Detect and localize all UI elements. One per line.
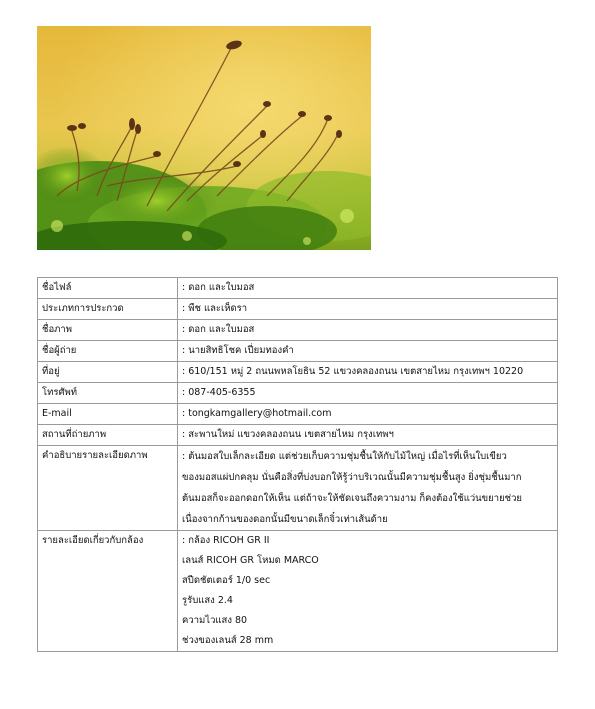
camera-line: สปีดชัตเตอร์ 1/0 sec [182, 575, 271, 586]
info-row-category [38, 299, 558, 320]
camera-value [178, 531, 558, 652]
camera-line: เลนส์ RICOH GR โหมด MARCO [182, 555, 319, 566]
address-value: : 610/151 หมู่ 2 ถนนพหลโยธิน 52 แขวงคลองถนน เขตสายไหม กรุงเทพฯ 10220 [178, 362, 558, 383]
info-row-description [38, 446, 558, 531]
info-row-camera [38, 531, 558, 652]
phone-value: : 087-405-6355 [178, 383, 558, 404]
email-label: E-mail [38, 404, 178, 425]
info-row-filename [38, 278, 558, 299]
email-value: : tongkamgallery@hotmail.com [178, 404, 558, 425]
info-row-phone [38, 383, 558, 404]
info-row-photographer [38, 341, 558, 362]
info-row-email [38, 404, 558, 425]
description-line: เนื่องจากก้านของดอกนั้นมีขนาดเล็กจิ๋วเท่าเส้นด้าย [182, 514, 388, 525]
description-line: ต้นมอสก็จะออกดอกให้เห็น แต่ถ้าจะให้ชัดเจนถึงความงาม ก็คงต้องใช้แว่นขยายช่วย [182, 493, 522, 504]
moss-photo [37, 26, 371, 250]
photographer-label: ชื่อผู้ถ่าย [38, 341, 178, 362]
camera-line: : กล้อง RICOH GR II [182, 535, 270, 546]
moss-photo-graphic [37, 26, 371, 250]
info-row-title [38, 320, 558, 341]
location-value: : สะพานใหม่ แขวงคลองถนน เขตสายไหม กรุงเทพฯ [178, 425, 558, 446]
title-label: ชื่อภาพ [38, 320, 178, 341]
location-label: สถานที่ถ่ายภาพ [38, 425, 178, 446]
description-line: ของมอสแผ่ปกคลุม นั่นคือสิ่งที่บ่งบอกให้รู้ว่าบริเวณนั้นมีความชุ่มชื้นสูง ยิ่งชุ่มชื้นมาก [182, 472, 522, 483]
info-row-address [38, 362, 558, 383]
phone-label: โทรศัพท์ [38, 383, 178, 404]
info-row-location [38, 425, 558, 446]
filename-value: : ดอก และใบมอส [178, 278, 558, 299]
description-value [178, 446, 558, 531]
title-value: : ดอก และใบมอส [178, 320, 558, 341]
photo-info-table [37, 277, 558, 652]
filename-label: ชื่อไฟล์ [38, 278, 178, 299]
category-value: : พืช และเห็ดรา [178, 299, 558, 320]
camera-line: รูรับแสง 2.4 [182, 595, 233, 606]
camera-line: ความไวแสง 80 [182, 615, 248, 626]
camera-label: รายละเอียดเกี่ยวกับกล้อง [38, 531, 178, 652]
photographer-value: : นายสิทธิโชค เปี่ยมทองคำ [178, 341, 558, 362]
description-label: คำอธิบายรายละเอียดภาพ [38, 446, 178, 531]
description-line: : ต้นมอสใบเล็กละเอียด แต่ช่วยเก็บความชุ่มชื้นให้กับไม้ใหญ่ เมื่อไรที่เห็นใบเขียว [182, 451, 507, 462]
camera-line: ช่วงของเลนส์ 28 mm [182, 635, 274, 646]
address-label: ที่อยู่ [38, 362, 178, 383]
category-label: ประเภทการประกวด [38, 299, 178, 320]
